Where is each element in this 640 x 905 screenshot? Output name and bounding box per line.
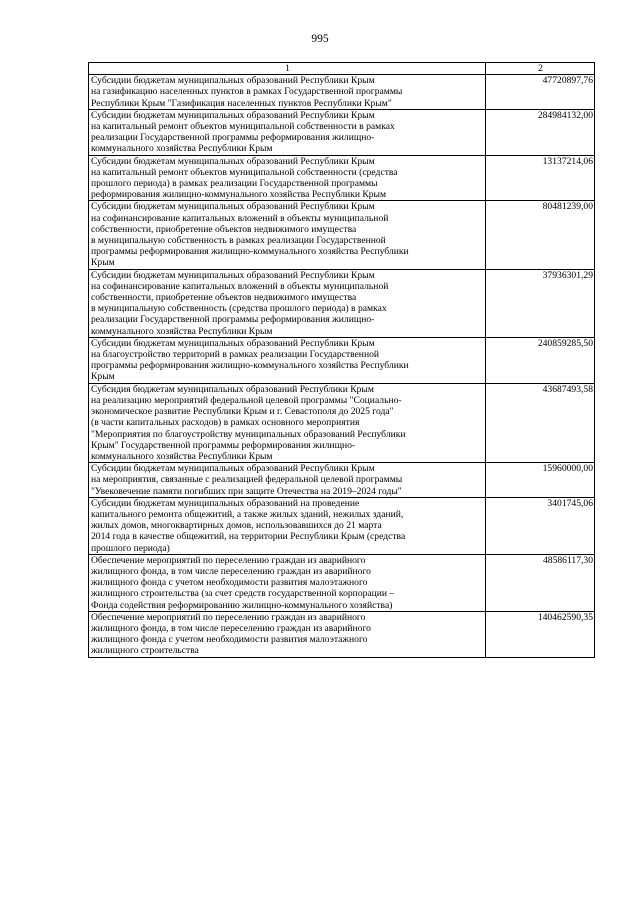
row-amount: 47720897,76 [486,75,595,110]
row-amount: 43687493,58 [486,383,595,462]
row-amount: 3401745,06 [486,497,595,554]
row-description: Субсидии бюджетам муниципальных образований Республики Крым на мероприятия, связанные с реализацией федеральной целевой программы "Увековечение памяти погибших при защите Отечества на 2019–2024 годы" [89,463,486,498]
table-row [89,109,595,155]
row-description: Обеспечение мероприятий по переселению граждан из аварийного жилищного фонда, в том числе переселению граждан из аварийного жилищного фонда с учетом необходимости развития малоэтажного жилищного строительства [89,611,486,657]
row-description: Обеспечение мероприятий по переселению граждан из аварийного жилищного фонда, в том числе переселению граждан из аварийного жилищного фонда с учетом необходимости развития малоэтажного жилищного строительства (за счет средств государственной корпорации – Фонда содействия реформированию жилищно-коммунального хозяйства) [89,554,486,611]
table-row [89,554,595,611]
row-description: Субсидии бюджетам муниципальных образований Республики Крым на капитальный ремонт объектов муниципальной собственности (средства прошлого периода) в рамках реализации Государственной программы реформирования жилищно-коммунального хозяйства Республики Крым [89,155,486,201]
row-description: Субсидии бюджетам муниципальных образований Республики Крым на капитальный ремонт объектов муниципальной собственности в рамках реализации Государственной программы реформирования жилищно- коммунального хозяйства Республики Крым [89,109,486,155]
row-description: Субсидии бюджетам муниципальных образований Республики Крым на газификацию населенных пунктов в рамках Государственной программы Республики Крым "Газификация населенных пунктов Республики Крым" [89,75,486,110]
row-description: Субсидии бюджетам муниципальных образований на проведение капитального ремонта общежитий, а также жилых зданий, нежилых зданий, жилых домов, многоквартирных домов, использовавшихся до 21 марта 2014 года в качестве общежитий, на территории Республики Крым (средства прошлого периода) [89,497,486,554]
page-number: 995 [311,33,329,45]
row-amount: 37936301,29 [486,269,595,337]
table-row [89,269,595,337]
row-amount: 15960000,00 [486,463,595,498]
row-amount: 13137214,06 [486,155,595,201]
table-row [89,383,595,462]
row-amount: 240859285,50 [486,337,595,383]
row-description: Субсидия бюджетам муниципальных образований Республики Крым на реализацию мероприятий федеральной целевой программы "Социально- экономическое развитие Республики Крым и г. Севастополя до 2025 года" (в части капитальных расходов) в рамках основного мероприятия "Мероприятия по благоустройству муниципальных образований Республики Крым" Государственной программы реформирования жилищно- коммунального хозяйства Республики Крым [89,383,486,462]
row-description: Субсидии бюджетам муниципальных образований Республики Крым на благоустройство территорий в рамках реализации Государственной программы реформирования жилищно-коммунального хозяйства Республики Крым [89,337,486,383]
table-row [89,201,595,269]
budget-table [88,62,595,658]
table-row [89,611,595,657]
header-row [89,63,595,75]
table-row [89,155,595,201]
header-cell-description: 1 [89,63,486,75]
table-row [89,463,595,498]
row-amount: 284984132,00 [486,109,595,155]
header-cell-amount: 2 [486,63,595,75]
row-description: Субсидии бюджетам муниципальных образований Республики Крым на софинансирование капитальных вложений в объекты муниципальной собственности, приобретение объектов недвижимого имущества в муниципальную собственность в рамках реализации Государственной программы реформирования жилищно-коммунального хозяйства Республики Крым [89,201,486,269]
table-row [89,497,595,554]
row-amount: 80481239,00 [486,201,595,269]
row-description: Субсидии бюджетам муниципальных образований Республики Крым на софинансирование капитальных вложений в объекты муниципальной собственности, приобретение объектов недвижимого имущества в муниципальную собственность (средства прошлого периода) в рамках реализации Государственной программы реформирования жилищно- коммунального хозяйства Республики Крым [89,269,486,337]
table-row [89,337,595,383]
row-amount: 48586117,30 [486,554,595,611]
table-row [89,75,595,110]
row-amount: 140462590,35 [486,611,595,657]
